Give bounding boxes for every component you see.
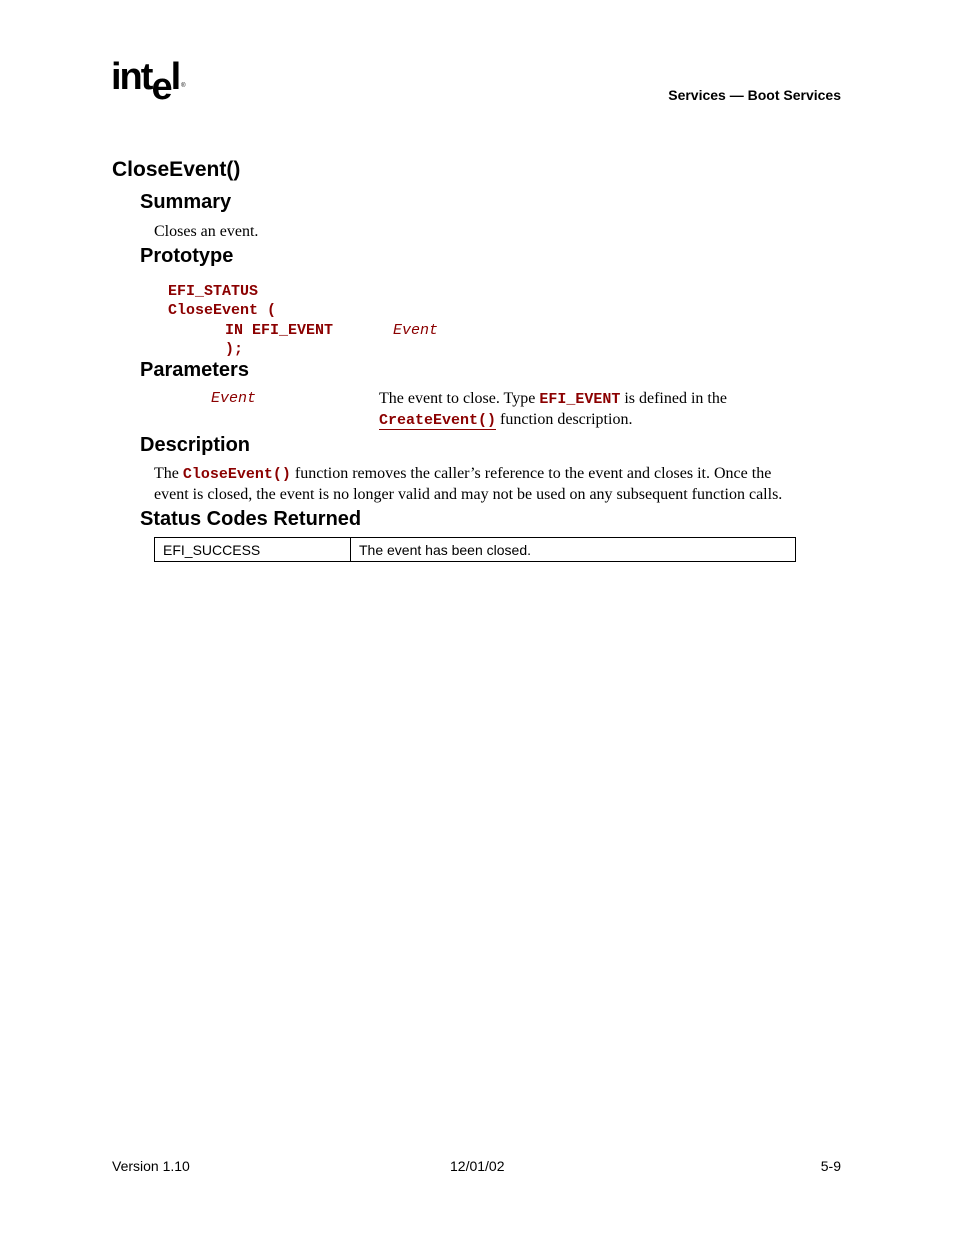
prototype-close: ); (225, 341, 244, 358)
description-line2: event is closed, the event is no longer valid and may not be used on any subsequent function calls. (154, 486, 783, 503)
footer-page-number: 5-9 (820, 1158, 841, 1174)
prototype-return-type: EFI_STATUS (168, 283, 259, 300)
summary-text: Closes an event. (154, 223, 259, 240)
efi-event-type: EFI_EVENT (539, 391, 621, 408)
page-title: CloseEvent() (112, 158, 241, 181)
closeevent-code: CloseEvent() (182, 466, 291, 483)
parameter-name: Event (211, 390, 257, 407)
intel-logo-text: intel (111, 56, 180, 108)
parameter-description-line1: The event to close. Type EFI_EVENT is defined in the (379, 390, 727, 408)
prototype-heading: Prototype (140, 245, 234, 267)
footer-version: Version 1.10 (112, 1158, 190, 1174)
table-row (155, 538, 796, 562)
summary-heading: Summary (140, 191, 232, 213)
prototype-param-name: Event (393, 322, 439, 339)
status-codes-table (154, 537, 796, 562)
status-codes-heading: Status Codes Returned (140, 508, 362, 530)
parameters-heading: Parameters (140, 359, 249, 381)
status-code-cell: EFI_SUCCESS (155, 538, 351, 562)
prototype-function: CloseEvent ( (168, 302, 277, 319)
createevent-link[interactable]: CreateEvent() (379, 412, 497, 429)
parameter-description-line2: CreateEvent() function description. (379, 411, 633, 429)
status-desc-cell: The event has been closed. (351, 538, 796, 562)
prototype-param-type: IN EFI_EVENT (225, 322, 334, 339)
footer-date: 12/01/02 (450, 1158, 505, 1174)
description-heading: Description (140, 434, 251, 456)
running-header: Services — Boot Services (668, 87, 841, 103)
intel-logo: intel ® (111, 56, 186, 108)
description-line1: The CloseEvent() function removes the caller’s reference to the event and closes it. Once the (154, 465, 772, 483)
